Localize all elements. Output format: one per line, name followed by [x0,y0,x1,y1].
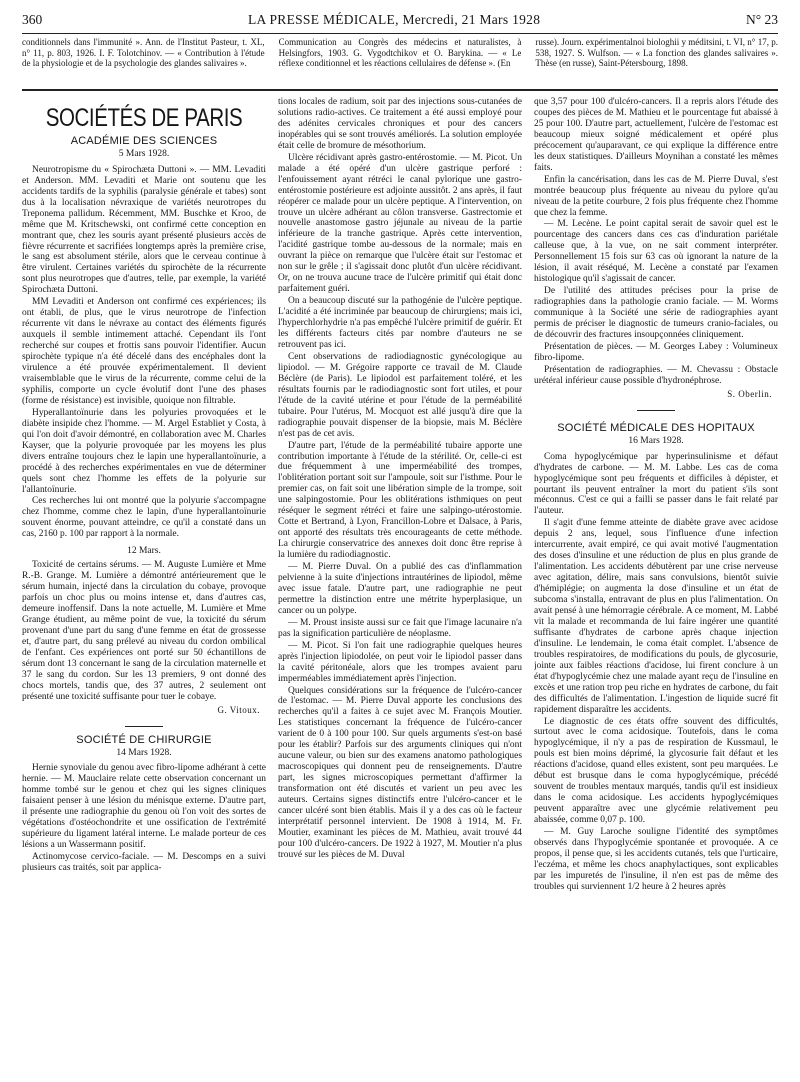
journal-title: LA PRESSE MÉDICALE, Mercredi, 21 Mars 1928 [247,12,541,27]
article-paragraph: — M. Lecène. Le point capital serait de savoir quel est le pourcentage des cancers dans ces cas d'induration pariétale calleuse que, à la vue, on ne sait comment interpréter. Personnellement 15 fois sur 63 cas où ignorant la nature de la lésion, il avait réséqué, M. Lecène a constaté par l'examen histologique qu'il s'agissait de cancer. [534,219,778,285]
article-paragraph: — M. Guy Laroche souligne l'identité des symptômes observés dans l'hypoglycémie spontanée et provoquée. A ce propos, il pense que, si les accidents cutanés, tels que l'urticaire, l'eczéma, et même les chocs anaphylactiques, sont explicables par les impuretés de l'insuline, il n'en est pas de même des troubles qui surviennent 1/2 heure à 2 heures après [534,827,778,892]
article-paragraph: Neurotropisme du « Spirochæta Duttoni ». — MM. Levaditi et Anderson. MM. Levaditi et Marie ont soutenu que les accidents tardifs de la syphilis (paralysie générale et tabes) sont dus à la localisation névraxique de variétés neurotropes du Treponema pallidum. Récemment, MM. Buschke et Kroo, de même que M. Kritschewski, ont confirmé cette conception en montrant que, chez les souris ayant présenté plusieurs accès de fièvre récurrente et sacrifiées longtemps après la première crise, le sang est absolument stérile, alors que le cerveau continue à être virulent. Certaines variétés du spirochète de la récurrente sont plus neurotropes que d'autres, telle, par exemple, la variété Spirochæta Duttoni. [22,164,266,296]
section-date: 12 Mars. [127,546,161,557]
article-paragraph: Ces recherches lui ont montré que la polyurie s'accompagne chez l'homme, comme chez le lapin, d'une hyperallantoïnurie souvent énorme, pouvant atteindre, ce qu'il a constaté dans un cas, 2160 p. 100 par rapport à la normale. [22,496,266,540]
article-paragraph: que 3,57 pour 100 d'ulcéro-cancers. Il a repris alors l'étude des coupes des pièces de M. Mathieu et le pourcentage fut abaissé à 25 pour 100. D'autre part, actuellement, l'ulcère de l'estomac est beaucoup mieux soigné médicalement et opéré plus précocement qu'auparavant, ce qui explique la différence entre les deux statistiques. D'ailleurs Moynihan a constaté les mêmes faits. [534,97,778,173]
article-paragraph: Le diagnostic de ces états offre souvent des difficultés, surtout avec le coma acidosique. Toutefois, dans le coma hypoglycémique, il n'y a pas de respiration de Kussmaul, le pouls est bien moins déprimé, la glycosurie fait défaut et les réactions d'acidose, quand elles existent, sont peu marquées. Le début est brusque dans le coma hypoglycémique, précédé souvent de troubles mentaux marqués, tandis qu'il est insidieux dans le coma acidosique. Les accidents hypoglycémiques peuvent apparaître avec une glycémie relativement peu abaissée, comme 0,07 p. 100. [534,716,778,826]
article-paragraph: Quelques considérations sur la fréquence de l'ulcéro-cancer de l'estomac. — M. Pierre Duval apporte les conclusions des recherches qu'il a faites à ce sujet avec M. François Moutier. Les statistiques concernant la fréquence de l'ulcéro-cancer varient de 0 à 100 pour 100. Sur quels arguments s'est-on basé pour les établir? Parfois sur des arguments cliniques qui n'ont aucune valeur, ou bien sur des examens anatomo pathologiques macroscopiques qui donnent peu de renseignements. D'autre part, les signes microscopiques permettant d'affirmer la transformation ont été discutés et varient un peu avec les auteurs. Certains signes distinctifs entre l'ulcéro-cancer et le cancer ulcéré sont bien établis. Mais il y a des cas où le facteur interprétatif personnel intervient. De 1908 à 1914, M. Fr. Moutier, examinant les pièces de M. Mathieu, avait trouvé 44 pour 100 d'ulcéro-cancers. De 1922 à 1927, M. Moutier n'a plus trouvé sur les pièces de M. Duval [278,685,522,860]
section-heading: ACADÉMIE DES SCIENCES [70,134,218,147]
bibliography-note: Communication au Congrès des médecins et naturalistes, à Helsingfors, 1903. G. Vygodtchikov et O. Barykina. — « Le réflexe conditionnel et les réactions cellulaires de défense ». (En [278,37,522,69]
article-columns [22,91,778,1082]
article-paragraph: Cent observations de radiodiagnostic gynécologique au lipiodol. — M. Grégoire rapporte ce travail de M. Claude Béclère (de Paris). Le lipiodol est parfaitement toléré, et les résultats fournis par le radiodiagnostic sont fort utiles, et pour l'étude de la cavité utérine et pour l'étude de la perméabilité tubaire. Pour l'utérus, M. Mocquot est allé jusqu'à dire que la radiographie pouvait dispenser de la biopsie, mais M. Béclère n'est pas de cet avis. [278,351,522,439]
page-number: 360 [22,12,43,27]
short-divider [125,726,163,727]
signature: G. Vitoux. [217,704,260,715]
page-header [22,12,778,30]
section-heading: SOCIÉTÉ DE CHIRURGIE [76,733,212,746]
section-date: 14 Mars 1928. [116,747,172,758]
article-paragraph: tions locales de radium, soit par des injections sous-cutanées de solutions radio-actives. Ce traitement a été aussi employé pour des adénites cervicales chroniques et pour des cancers inopérables qui se sont trouvés améliorés. La solution employée était celle de bromure de mésothorium. [278,97,522,151]
bibliography-note: russe). Journ. expérimentalnoi biologhii y méditsini, t. VI, n° 17, p. 538, 1927. S. Wulfson. — « La fonction des glandes salivaires ». Thèse (en russe), Saint-Pétersbourg, 1898. [535,37,778,69]
column-1 [22,97,266,1082]
main-title: SOCIÉTÉS DE PARIS [45,104,243,132]
article-paragraph: Présentation de radiographies. — M. Chevassu : Obstacle urétéral inférieur cause possible d'hydronéphrose. [534,364,778,386]
article-paragraph: Hyperallantoïnurie dans les polyuries provoquées et le diabète insipide chez l'homme. — M. Argel Establiet y Costa, à qui l'on doit d'avoir démontré, en collaboration avec M. Charles Kayser, que la polyurie provoquée par les moyens les plus divers entraîne toujours chez le lapin une hyperallantoïnurie, a procédé à des recherches expérimentales en vue de déterminer quels sont chez l'homme les effets de la polyurie sur l'allantoïnurie. [22,407,266,495]
short-divider [637,410,675,411]
article-paragraph: — M. Proust insiste aussi sur ce fait que l'image lacunaire n'a pas la signification particulière de néoplasme. [278,617,522,639]
bibliography-notes [22,34,778,89]
article-paragraph: De l'utilité des attitudes précises pour la prise de radiographies dans la pathologie cranio faciale. — M. Worms communique à la Société une série de radiographies ayant permis de préciser le diagnostic de tumeurs cranio-faciales, ou de découvrir des fractures insoupçonnées cliniquement. [534,286,778,341]
article-paragraph: Toxicité de certains sérums. — M. Auguste Lumière et Mme R.-B. Grange. M. Lumière a démontré antérieurement que le sérum humain, injecté dans la circulation du cobaye, provoque parfois un choc plus ou moins intense et, dans d'autres cas, demeure inoffensif. Dans la note actuelle, M. Lumière et Mme Grange étudient, au même point de vue, la toxicité du sérum provenant d'une part du sang d'une femme en état de grossesse et, d'autre part, du sang prélevé au niveau du cordon ombilical de l'enfant. Ces expériences ont porté sur 50 échantillons de sérum dont 13 concernant le sang de la circulation maternelle et 37 le sang du cordon. Sur les 13 premiers, 9 ont donné des chocs mortels, tandis que, des 37 autres, 2 seulement ont présenté une toxicité suffisante pour tuer le cobaye. [22,560,266,702]
column-2 [278,97,522,1082]
article-paragraph: Présentation de pièces. — M. Georges Labey : Volumineux fibro-lipome. [534,341,778,363]
article-paragraph: — M. Picot. Si l'on fait une radiographie quelques heures après l'injection lipiodolée, on peut voir le lipiodol passer dans la cavité péritonéale, alors que les trompes avaient paru imperméables immédiatement après l'injection. [278,640,522,684]
section-date: 5 Mars 1928. [118,148,170,159]
issue-number: N° 23 [745,12,778,27]
article-paragraph: Ulcère récidivant après gastro-entérostomie. — M. Picot. Un malade a été opéré d'un ulcère gastrique perforé : l'enfouissement ayant rétréci le canal pylorique une gastro-entérostomie postérieure est adjointe aussitôt. 2 ans après, il faut réopérer ce malade pour un ulcère peptique. A l'intervention, on trouve un ulcère adhérant au côlon transverse. Gastrectomie et nouvelle anastomose gastro jéjunale au niveau de la partie inférieure de la tranche gastrique. Après cette intervention, l'acidité gastrique tombe au-dessous de la normale; mais en ouvrant la pièce on remarque que l'ulcère était sur l'estomac et non sur le grêle ; il s'agissait donc plutôt d'un ulcère récidivant. Or, on ne trouva aucune trace de l'ulcère primitif qui était donc parfaitement guéri. [278,152,522,295]
article-paragraph: Il s'agit d'une femme atteinte de diabète grave avec acidose depuis 2 ans, lequel, sous l'influence d'une infection intercurrente, avait empiré, ce qui avait motivé l'augmentation des doses d'insuline et une réduction de plus en plus grande de l'alimentation. Les accidents débutèrent par une crise nerveuse avec agitation, délire, mais sans convulsions, bientôt suivie d'hémiplégie; on augmenta la dose d'insuline et un état de subcoma s'installa, entravant de plus en plus l'alimentation. On avait pensé à une hémorragie cérébrale. A ce moment, M. Labbé vit la malade et recommanda de lui faire ingérer une quantité suffisante d'hydrates de carbone après chaque injection d'insuline. Le lendemain, le coma était complet. L'absence de troubles respiratoires, de modifications du pouls, de glycosurie, jointe aux faibles réactions d'acidose, lui firent conclure à un état d'hypoglycémie chez une malade ayant reçu de l'insuline en excès et une ration trop peu riche en hydrates de carbone, du fait des difficultés de l'alimentation. L'ingestion de liquide sucré fit rapidement disparaître les accidents. [534,518,778,715]
section-heading: SOCIÉTÉ MÉDICALE DES HOPITAUX [557,421,755,434]
article-paragraph: Actinomycose cervico-faciale. — M. Descomps en a suivi plusieurs cas traités, soit par applica- [22,852,266,874]
article-paragraph: Coma hypoglycémique par hyperinsulinisme et défaut d'hydrates de carbone. — M. M. Labbe. Les cas de coma hypoglycémique sont peu fréquents et difficiles à dépister, et pourtant ils peuvent entraîner la mort du patient s'ils sont méconnus. C'est ce qui a failli se passer dans le fait relaté par l'auteur. [534,451,778,517]
signature: S. Oberlin. [727,388,772,399]
article-paragraph: — M. Pierre Duval. On a publié des cas d'inflammation pelvienne à la suite d'injections intrautérines de lipiodol, même avec issue fatale. D'autre part, une radiographie ne peut permettre la distinction entre une métrite hyperplasique, un cancer ou un polype. [278,562,522,616]
bibliography-note: conditionnels dans l'immunité ». Ann. de l'Institut Pasteur, t. XL, n° 11, p. 803, 1926. I. F. Tolotchinov. — « Contribution à l'étude de la physiologie et de la psychologie des glandes salivaires ». [22,37,265,69]
article-paragraph: D'autre part, l'étude de la perméabilité tubaire apporte une contribution importante à l'étude de la stérilité. Or, celle-ci est due fréquemment à une imperméabilité des trompes, l'oblitération portant soit sur l'ampoule, soit sur l'isthme. Pour le premier cas, on fait soit une libération simple de la trompe, soit une salpingostomie. Pour les oblitérations isthmiques on peut réséquer le segment rétréci et faire une salpingo-utérostomie. Cotte et Bertrand, à Lyon, Francillon-Lobre et Dalsace, à Paris, ont apporté des résultats très encourageants de cette méthode. La chirurgie conservatrice des annexes doit donc être reprise à la lumière du radiodiagnostic. [278,440,522,561]
column-3 [534,97,778,1082]
article-paragraph: On a beaucoup discuté sur la pathogénie de l'ulcère peptique. L'acidité a été incriminée par beaucoup de chirurgiens; mais ici, l'hyperchlorhydrie n'a pas empêché l'ulcère primitif de guérir. Et les différents facteurs cités par nombre d'auteurs ne se retrouvent pas ici. [278,296,522,350]
article-paragraph: MM Levaditi et Anderson ont confirmé ces expériences; ils ont établi, de plus, que le virus neurotrope de l'infection récurrente vit dans le névraxe au contact des éléments figurés auxquels il semble intimement attaché. Cependant ils l'ont recherché sur coupes et frottis sans pouvoir l'identifier. Aucun spirochète typique n'a été décelé dans des encéphales dont la virulence a été prouvée expérimentalement. Il devient vraisemblable que le virus de la récurrente, comme celui de la syphilis, comporte un cycle évolutif dont l'une des phases (forme de résistance) est invisible, quoique non filtrable. [22,297,266,406]
section-date: 16 Mars 1928. [628,435,684,446]
article-paragraph: Hernie synoviale du genou avec fibro-lipome adhérant à cette hernie. — M. Mauclaire relate cette observation concernant un homme tombé sur le genou et chez qui les signes cliniques faisaient penser à une lésion du ménisque externe. D'autre part, il présente une radiographie du genou où l'on voit des sortes de végétations d'ostéochondrite et une ossification de l'extrémité supérieure du ligament latéral interne. Le malade porteur de ces lésions a un Wassermann positif. [22,763,266,851]
article-paragraph: Enfin la cancérisation, dans les cas de M. Pierre Duval, s'est montrée beaucoup plus fréquente au niveau du pylore qu'au niveau de la petite courbure, 2 fois plus fréquente chez l'homme que chez la femme. [534,174,778,218]
